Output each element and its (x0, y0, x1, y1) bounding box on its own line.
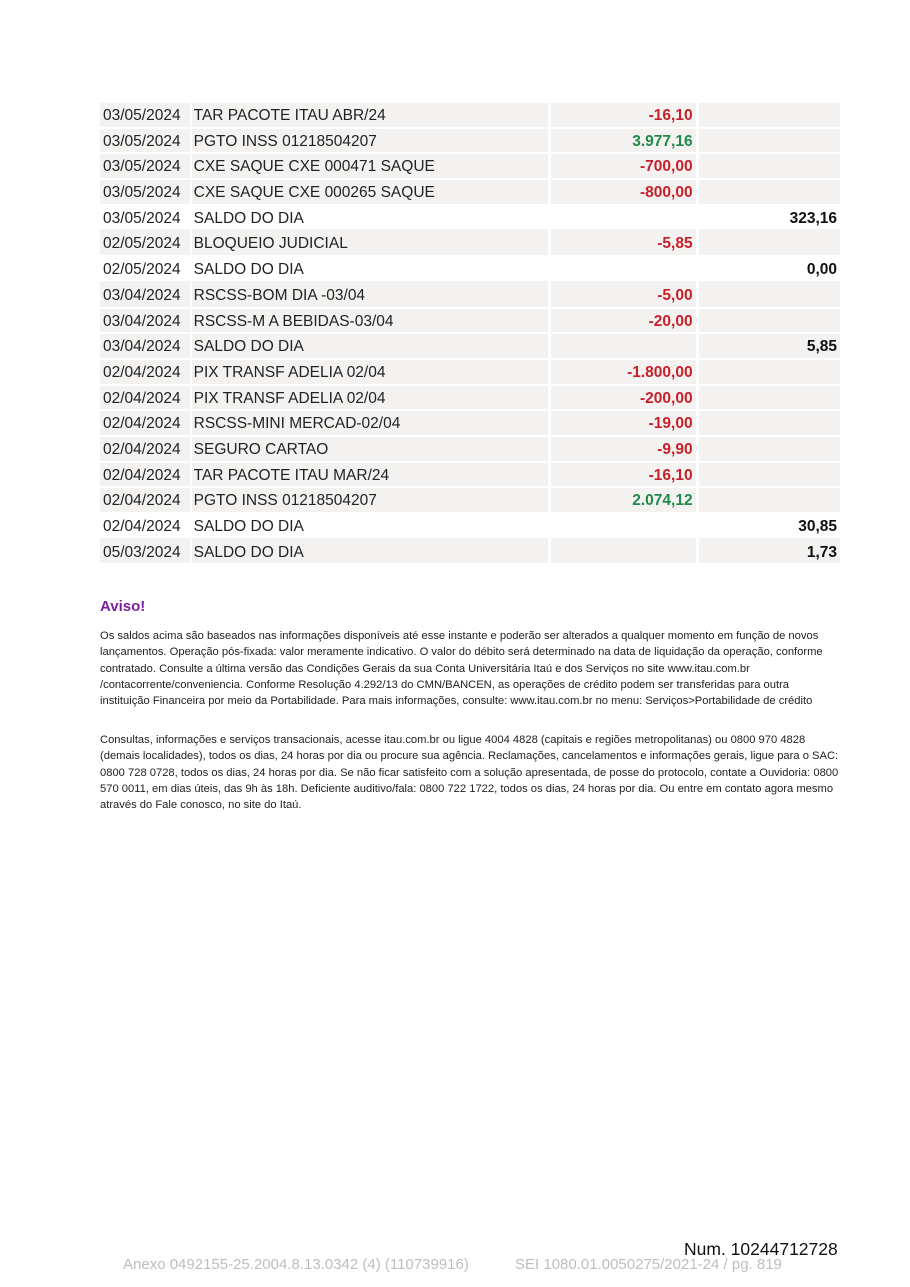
daily-balance: 1,73 (699, 540, 840, 566)
transaction-date: 03/05/2024 (100, 154, 190, 180)
table-row (100, 103, 840, 129)
transaction-date: 03/04/2024 (100, 334, 190, 360)
transaction-description: PIX TRANSF ADELIA 02/04 (192, 386, 549, 412)
transaction-date: 05/03/2024 (100, 540, 190, 566)
daily-balance (699, 360, 840, 386)
transaction-amount: -200,00 (551, 386, 695, 412)
table-row (100, 257, 840, 283)
transaction-amount: -5,85 (551, 231, 695, 257)
table-row (100, 360, 840, 386)
transaction-amount (551, 257, 695, 283)
table-row (100, 463, 840, 489)
daily-balance (699, 463, 840, 489)
table-row (100, 206, 840, 232)
daily-balance (699, 386, 840, 412)
annex-reference: Anexo 0492155-25.2004.8.13.0342 (4) (110739916) (123, 1256, 469, 1273)
transaction-date: 03/04/2024 (100, 309, 190, 335)
transaction-amount: -700,00 (551, 154, 695, 180)
table-row (100, 488, 840, 514)
transaction-date: 03/05/2024 (100, 180, 190, 206)
transaction-description: RSCSS-BOM DIA -03/04 (192, 283, 549, 309)
transaction-amount: -9,90 (551, 437, 695, 463)
statement-table (100, 103, 840, 565)
table-row (100, 231, 840, 257)
transaction-description: SALDO DO DIA (192, 206, 549, 232)
transaction-amount: -20,00 (551, 309, 695, 335)
table-row (100, 334, 840, 360)
daily-balance (699, 103, 840, 129)
transaction-date: 03/04/2024 (100, 283, 190, 309)
transaction-amount: -19,00 (551, 411, 695, 437)
transaction-date: 02/04/2024 (100, 360, 190, 386)
transaction-description: SEGURO CARTAO (192, 437, 549, 463)
document-number: Num. 10244712728 (684, 1239, 838, 1259)
transaction-description: PGTO INSS 01218504207 (192, 488, 549, 514)
transaction-date: 02/04/2024 (100, 437, 190, 463)
daily-balance (699, 180, 840, 206)
table-row (100, 129, 840, 155)
daily-balance: 0,00 (699, 257, 840, 283)
transaction-date: 03/05/2024 (100, 206, 190, 232)
transaction-description: RSCSS-MINI MERCAD-02/04 (192, 411, 549, 437)
transaction-description: SALDO DO DIA (192, 334, 549, 360)
table-row (100, 309, 840, 335)
transaction-amount: -1.800,00 (551, 360, 695, 386)
table-row (100, 180, 840, 206)
transaction-description: RSCSS-M A BEBIDAS-03/04 (192, 309, 549, 335)
table-row (100, 514, 840, 540)
notice-title: Aviso! (100, 598, 146, 615)
daily-balance: 323,16 (699, 206, 840, 232)
table-row (100, 154, 840, 180)
transaction-description: SALDO DO DIA (192, 257, 549, 283)
transaction-description: PGTO INSS 01218504207 (192, 129, 549, 155)
transaction-amount (551, 514, 695, 540)
table-row (100, 386, 840, 412)
transaction-amount: 2.074,12 (551, 488, 695, 514)
daily-balance (699, 309, 840, 335)
table-row (100, 283, 840, 309)
table-row (100, 540, 840, 566)
daily-balance: 30,85 (699, 514, 840, 540)
transaction-amount: -800,00 (551, 180, 695, 206)
transaction-date: 02/04/2024 (100, 463, 190, 489)
transaction-amount (551, 540, 695, 566)
daily-balance (699, 231, 840, 257)
daily-balance (699, 154, 840, 180)
transaction-description: SALDO DO DIA (192, 540, 549, 566)
daily-balance (699, 411, 840, 437)
transaction-amount (551, 206, 695, 232)
daily-balance (699, 437, 840, 463)
daily-balance (699, 129, 840, 155)
transaction-amount: -16,10 (551, 103, 695, 129)
daily-balance: 5,85 (699, 334, 840, 360)
notice-paragraph-balances: Os saldos acima são baseados nas informações disponíveis até esse instante e poderão ser alterados a qualquer momento em função de novos lançamentos. Operação pós-fixada: valor meramente indicativo. O valor do débito será determinado na data de liquidação da operação, conforme contratado. Consulte a última versão das Condições Gerais da sua Conta Universitária Itaú e dos Serviços no site www.itau.com.br /contacorrente/conveniencia. Conforme Resolução 4.292/13 do CMN/BANCEN, as operações de crédito podem ser transferidas para outra instituição Financeira por meio da Portabilidade. Para mais informações, consulte: www.itau.com.br no menu: Serviços>Portabilidade de crédito (100, 630, 823, 708)
transaction-description: PIX TRANSF ADELIA 02/04 (192, 360, 549, 386)
sei-page-reference: SEI 1080.01.0050275/2021-24 / pg. 819 (515, 1256, 782, 1273)
transaction-description: TAR PACOTE ITAU ABR/24 (192, 103, 549, 129)
transaction-date: 02/04/2024 (100, 488, 190, 514)
transaction-description: SALDO DO DIA (192, 514, 549, 540)
transaction-description: CXE SAQUE CXE 000471 SAQUE (192, 154, 549, 180)
daily-balance (699, 283, 840, 309)
transaction-amount (551, 334, 695, 360)
transaction-amount: -16,10 (551, 463, 695, 489)
transaction-date: 02/05/2024 (100, 257, 190, 283)
transaction-date: 03/05/2024 (100, 103, 190, 129)
transaction-description: BLOQUEIO JUDICIAL (192, 231, 549, 257)
daily-balance (699, 488, 840, 514)
table-row (100, 437, 840, 463)
transaction-date: 02/04/2024 (100, 386, 190, 412)
transaction-description: CXE SAQUE CXE 000265 SAQUE (192, 180, 549, 206)
notice-paragraph-contacts: Consultas, informações e serviços transacionais, acesse itau.com.br ou ligue 4004 4828 (capitais e regiões metropolitanas) ou 0800 970 4828 (demais localidades), todos os dias, 24 horas por dia ou procure sua agência. Reclamações, cancelamentos e informações gerais, ligue para o SAC: 0800 728 0728, todos os dias, 24 horas por dia. Se não ficar satisfeito com a solução apresentada, de posse do protocolo, contate a Ouvidoria: 0800 570 0011, em dias úteis, das 9h às 18h. Deficiente auditivo/fala: 0800 722 1722, todos os dias, 24 horas por dia. Ou entre em contato agora mesmo através do Fale conosco, no site do Itaú. (100, 734, 839, 812)
transaction-amount: -5,00 (551, 283, 695, 309)
table-row (100, 411, 840, 437)
transaction-date: 02/05/2024 (100, 231, 190, 257)
transaction-date: 02/04/2024 (100, 411, 190, 437)
transaction-description: TAR PACOTE ITAU MAR/24 (192, 463, 549, 489)
transaction-amount: 3.977,16 (551, 129, 695, 155)
transaction-date: 03/05/2024 (100, 129, 190, 155)
transaction-date: 02/04/2024 (100, 514, 190, 540)
